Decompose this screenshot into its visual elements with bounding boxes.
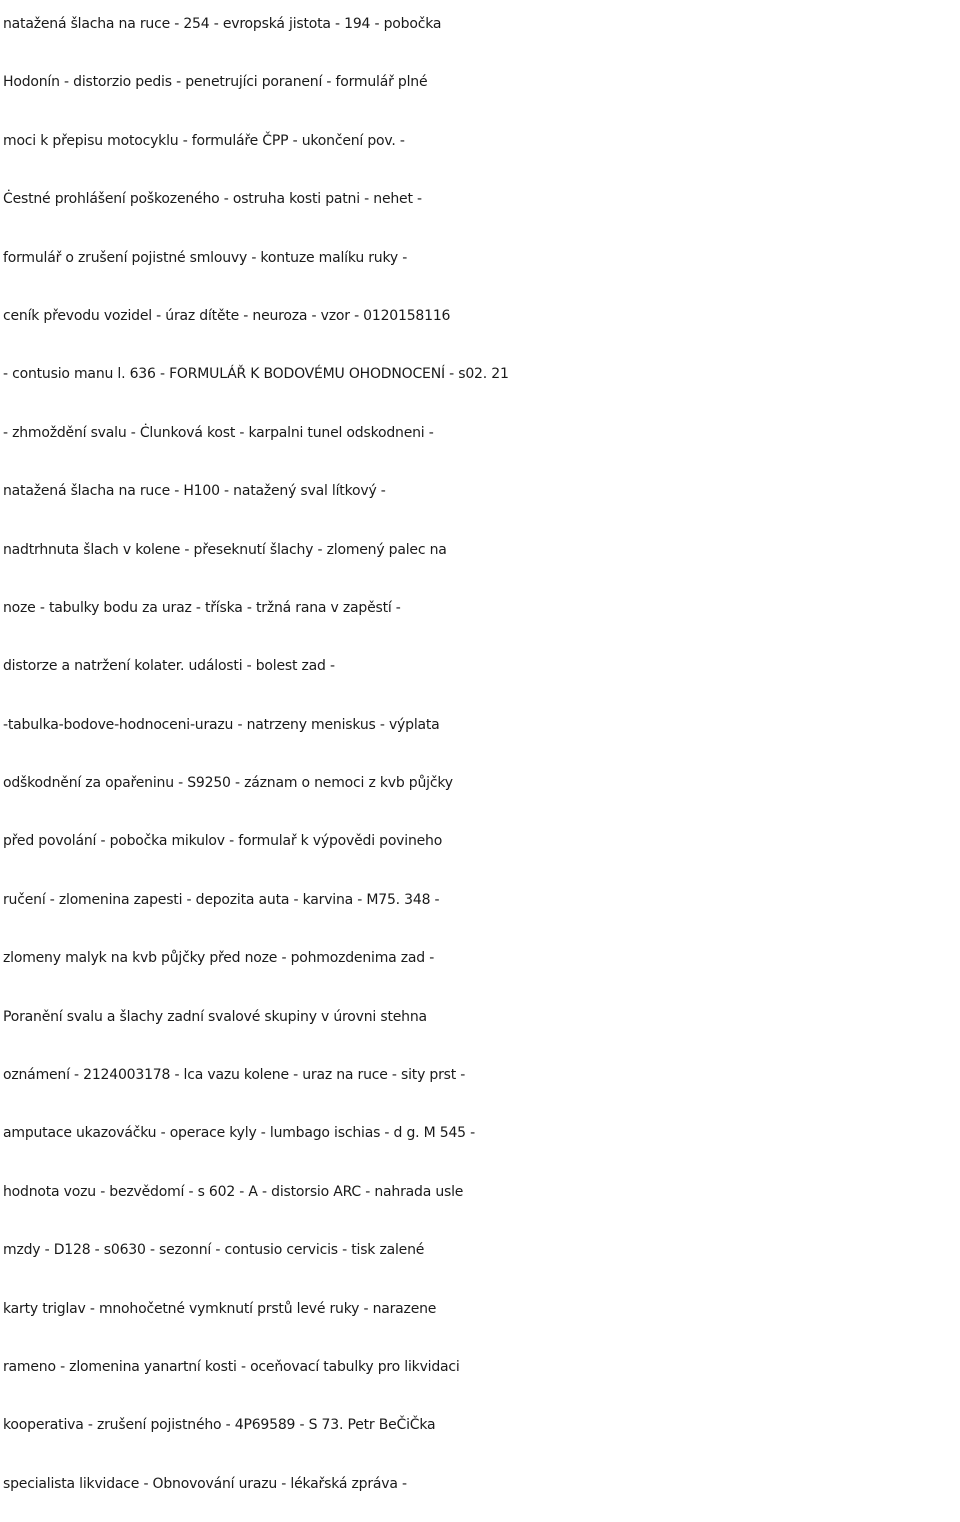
text-line: zlomeny malyk na kvb půjčky před noze - pohmozdenima zad - bbox=[3, 950, 435, 967]
text-line: ceník převodu vozidel - úraz dítěte - neuroza - vzor - 0120158116 bbox=[3, 307, 451, 324]
text-line: specialista likvidace - Obnovování urazu - lékařská zpráva - bbox=[3, 1475, 407, 1492]
text-line: Poranění svalu a šlachy zadní svalové skupiny v úrovni stehna bbox=[3, 1008, 427, 1025]
text-line: hodnota vozu - bezvědomí - s 602 - A - distorsio ARC - nahrada usle bbox=[3, 1183, 464, 1200]
text-line: natažená šlacha na ruce - 254 - evropská jistota - 194 - pobočka bbox=[3, 16, 442, 32]
text-line: Ċestné prohlášení poškozeného - ostruha kosti patni - nehet - bbox=[3, 191, 422, 208]
text-line: natažená šlacha na ruce - H100 - natažený sval lítkový - bbox=[3, 483, 386, 500]
text-line: amputace ukazováčku - operace kyly - lumbago ischias - d g. M 545 - bbox=[3, 1125, 475, 1142]
text-line: odškodnění za opařeninu - S9250 - záznam o nemoci z kvb půjčky bbox=[3, 775, 453, 792]
text-line: distorze a natržení kolater. události - bolest zad - bbox=[3, 658, 335, 675]
text-line: rameno - zlomenina yanartní kosti - oceňovací tabulky pro likvidaci bbox=[3, 1358, 460, 1375]
text-line: formulář o zrušení pojistné smlouvy - kontuze malíku ruky - bbox=[3, 249, 408, 266]
text-line: - zhmoždění svalu - Ċlunková kost - karpalni tunel odskodneni - bbox=[3, 424, 434, 441]
text-line: - contusio manu l. 636 - FORMULÁŘ K BODOVÉMU OHODNOCENÍ - s02. 21 bbox=[3, 366, 509, 383]
text-line: noze - tabulky bodu za uraz - tříska - tržná rana v zapěstí - bbox=[3, 599, 401, 616]
text-line: oznámení - 2124003178 - lca vazu kolene - uraz na ruce - sity prst - bbox=[3, 1067, 466, 1084]
text-line: kooperativa - zrušení pojistného - 4P69589 - S 73. Petr BeČiČka bbox=[3, 1417, 436, 1434]
text-line: -tabulka-bodove-hodnoceni-urazu - natrzeny meniskus - výplata bbox=[3, 716, 440, 733]
text-line: ručení - zlomenina zapesti - depozita auta - karvina - M75. 348 - bbox=[3, 891, 440, 908]
text-line: mzdy - D128 - s0630 - sezonní - contusio cervicis - tisk zalené bbox=[3, 1242, 425, 1259]
text-line: moci k přepisu motocyklu - formuláře ČPP - ukončení pov. - bbox=[3, 132, 405, 149]
text-line: Hodonín - distorzio pedis - penetrujíci poranení - formulář plné bbox=[3, 74, 428, 91]
text-line: karty triglav - mnohočetné vymknutí prstů levé ruky - narazene bbox=[3, 1300, 437, 1317]
text-line: nadtrhnuta šlach v kolene - přeseknutí šlachy - zlomený palec na bbox=[3, 541, 447, 558]
text-line: před povolání - pobočka mikulov - formulař k výpovědi povineho bbox=[3, 833, 443, 850]
